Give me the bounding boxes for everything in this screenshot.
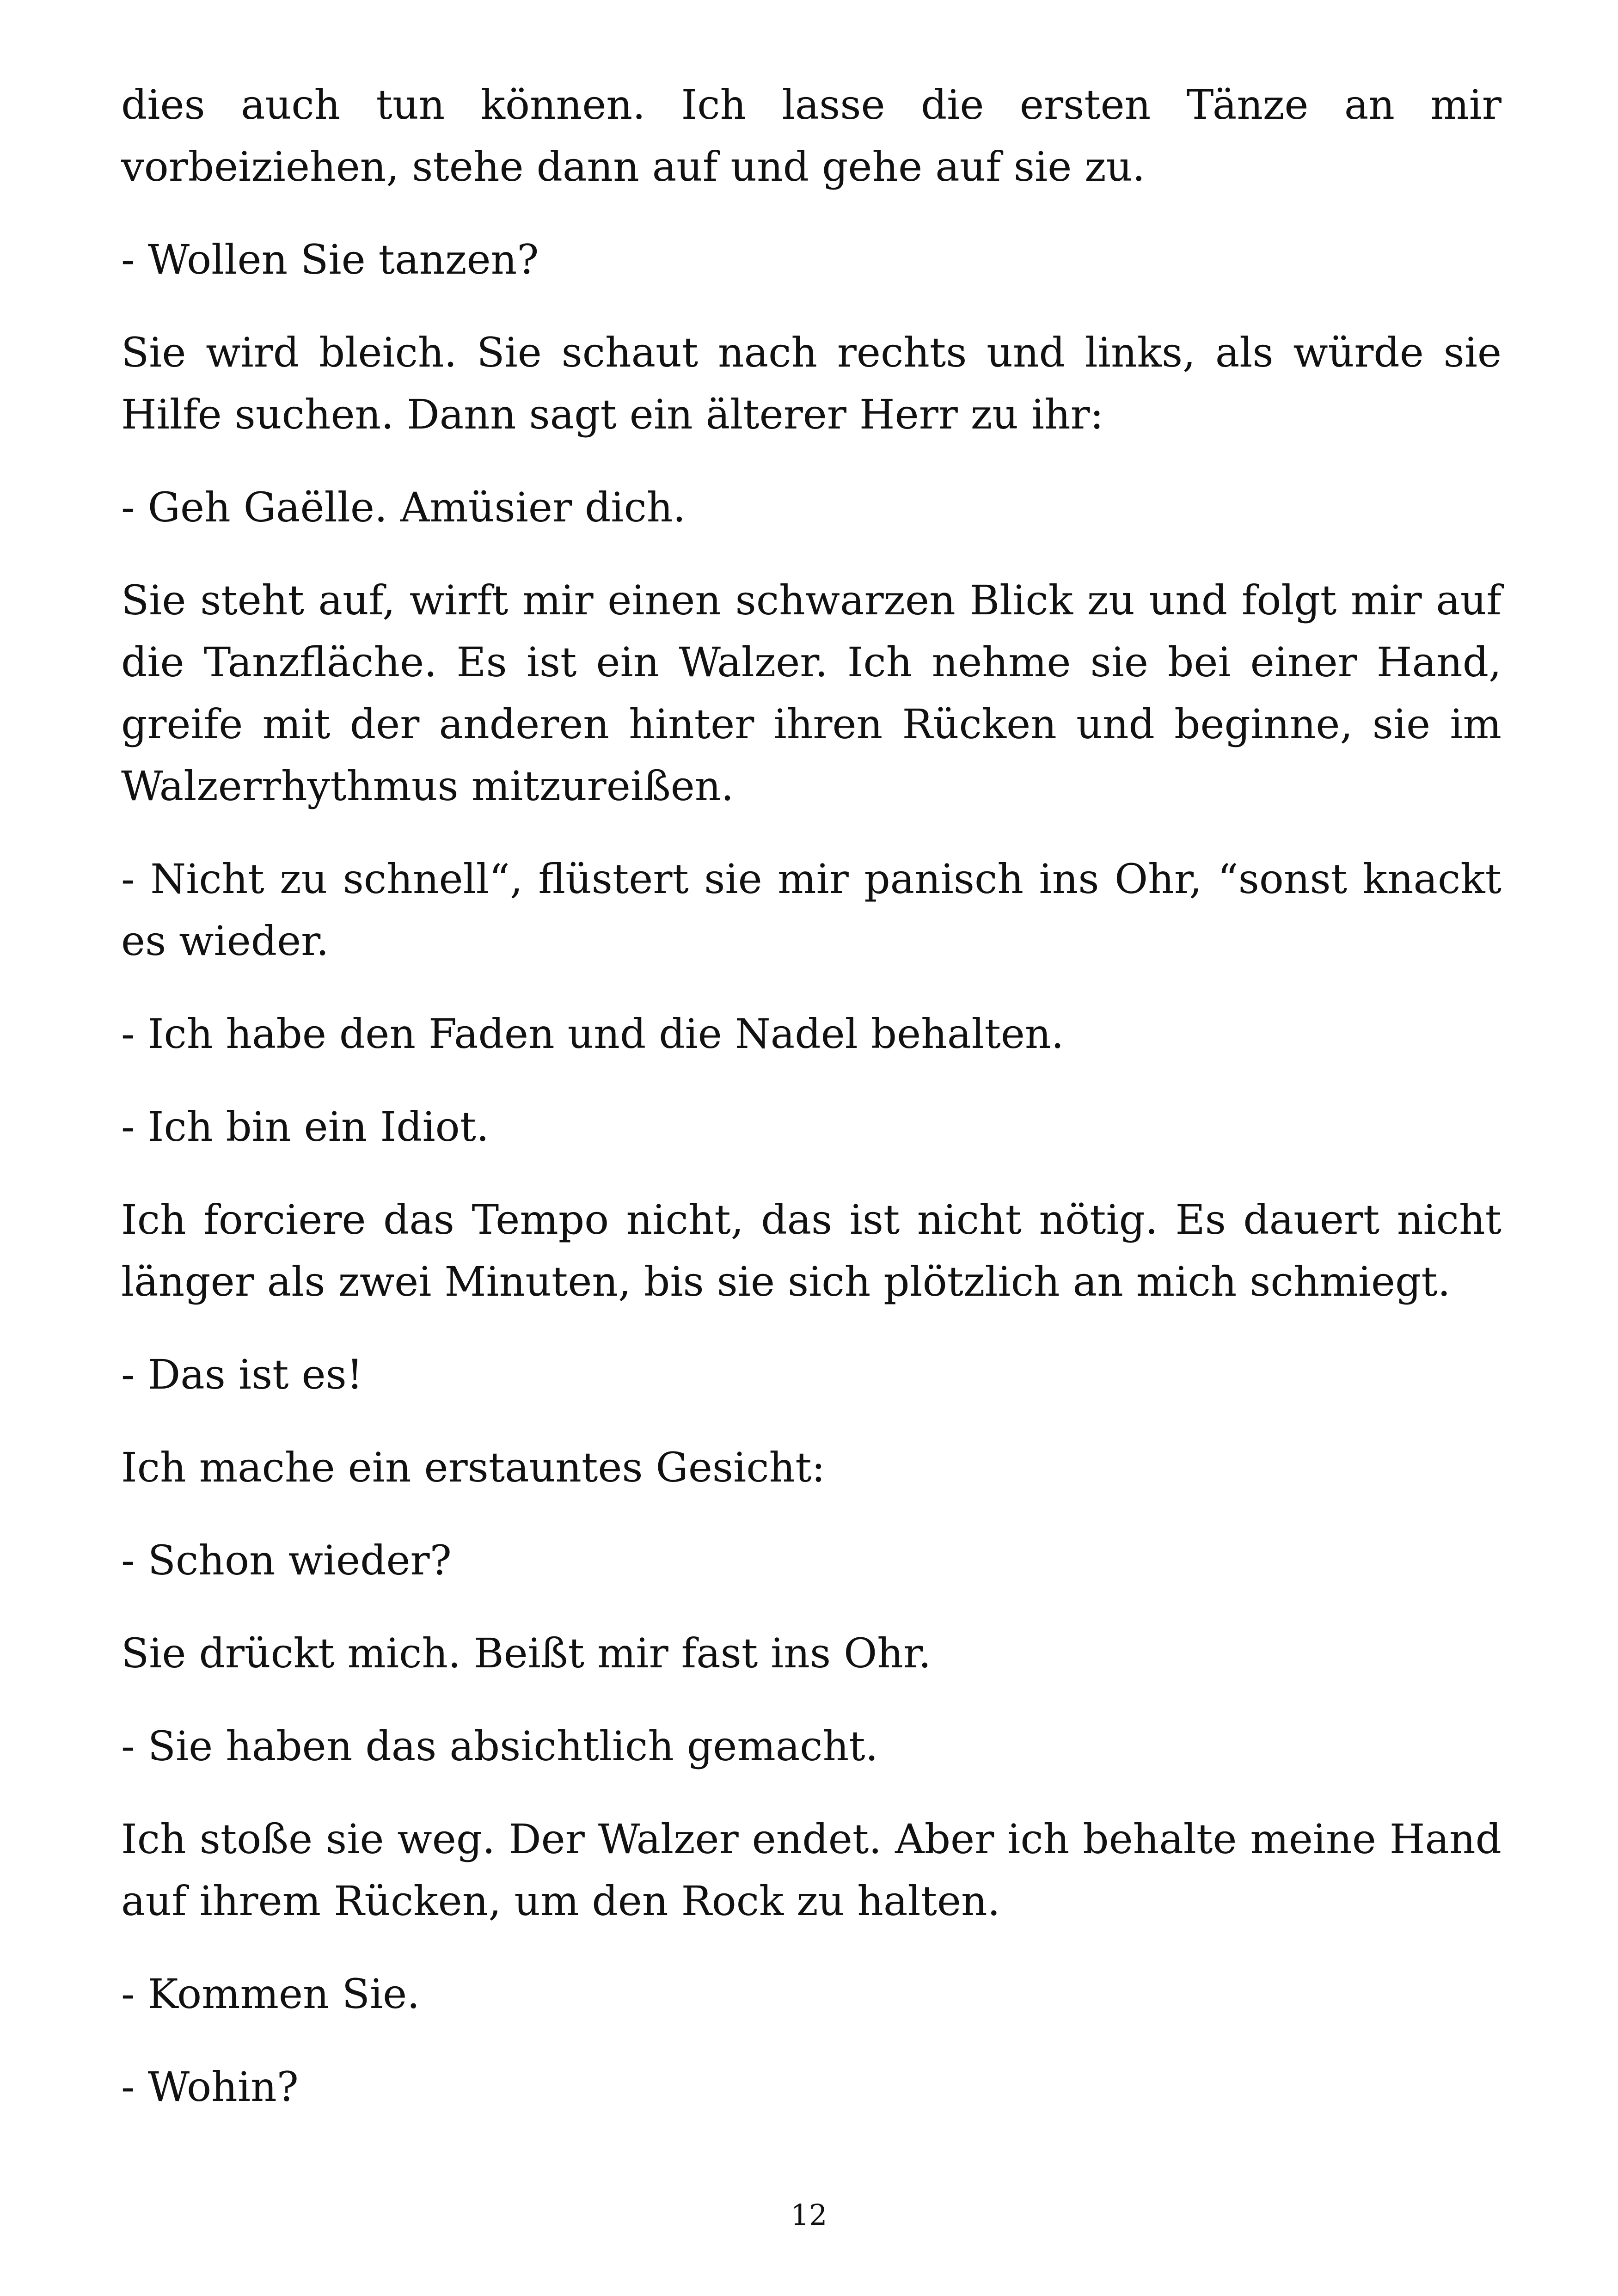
paragraph: - Ich bin ein Idiot. bbox=[121, 1103, 489, 1151]
paragraph: Sie steht auf, wirft mir einen schwarzen Blick zu und folgt mir auf die Tanzfläche. Es ist ein Walzer. Ich nehme sie bei einer Hand, greife mit der anderen hinter ihren Rücken und beginne, sie im Walzerrhythmus mitzureißen. bbox=[121, 576, 1502, 810]
paragraph: - Das ist es! bbox=[121, 1351, 363, 1398]
page-number: 12 bbox=[791, 2198, 827, 2232]
paragraph: Ich mache ein erstauntes Gesicht: bbox=[121, 1444, 826, 1491]
paragraph: - Geh Gaëlle. Amüsier dich. bbox=[121, 484, 686, 531]
page-text bbox=[121, 74, 1502, 2149]
paragraph: Ich stoße sie weg. Der Walzer endet. Aber ich behalte meine Hand auf ihrem Rücken, um den Rock zu halten. bbox=[121, 1815, 1502, 1925]
paragraph: - Sie haben das absichtlich gemacht. bbox=[121, 1722, 878, 1770]
paragraph: Sie drückt mich. Beißt mir fast ins Ohr. bbox=[121, 1629, 932, 1677]
paragraph: - Ich habe den Faden und die Nadel behalten. bbox=[121, 1010, 1064, 1058]
paragraph: - Nicht zu schnell“, flüstert sie mir panisch ins Ohr, “sonst knackt es wieder. bbox=[121, 855, 1502, 965]
paragraph: dies auch tun können. Ich lasse die ersten Tänze an mir vorbeiziehen, stehe dann auf und gehe auf sie zu. bbox=[121, 81, 1502, 190]
paragraph: - Kommen Sie. bbox=[121, 1970, 420, 2018]
paragraph: - Wollen Sie tanzen? bbox=[121, 236, 539, 283]
paragraph: Sie wird bleich. Sie schaut nach rechts und links, als würde sie Hilfe suchen. Dann sagt ein älterer Herr zu ihr: bbox=[121, 329, 1502, 438]
paragraph: - Wohin? bbox=[121, 2063, 299, 2111]
paragraph: Ich forciere das Tempo nicht, das ist nicht nötig. Es dauert nicht länger als zwei Minuten, bis sie sich plötzlich an mich schmiegt. bbox=[121, 1196, 1502, 1305]
paragraph: - Schon wieder? bbox=[121, 1537, 452, 1584]
